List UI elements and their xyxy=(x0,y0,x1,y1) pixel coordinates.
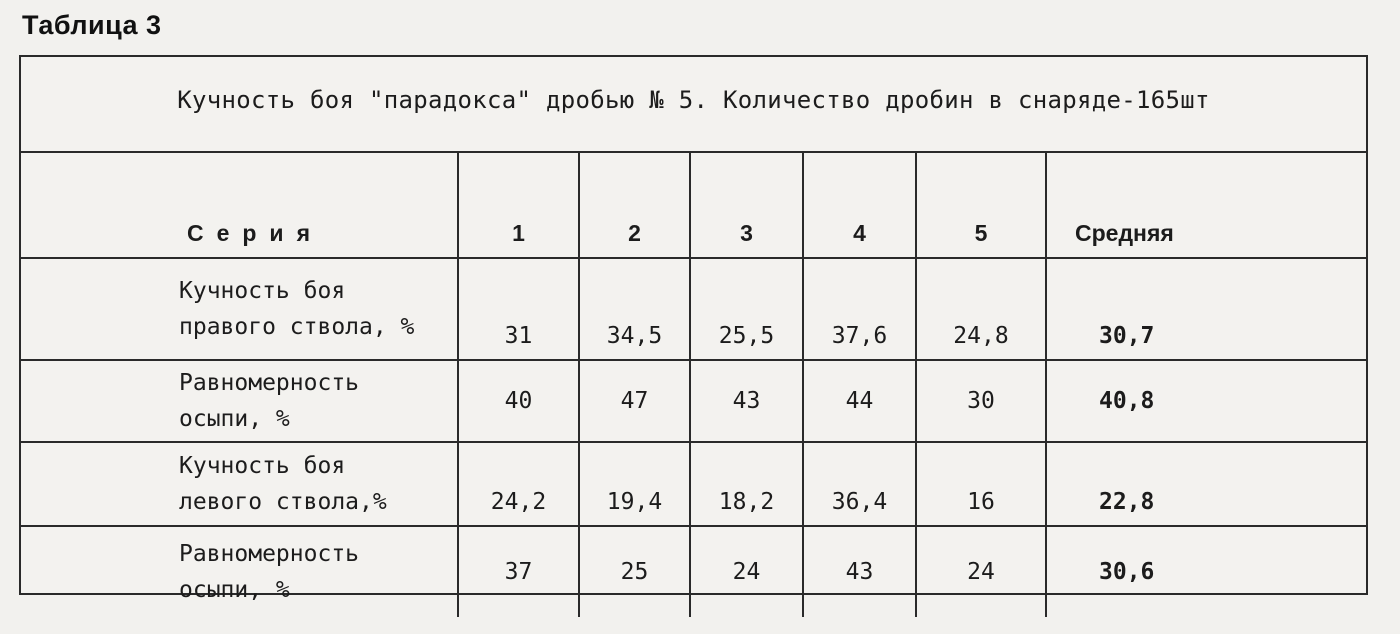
table-cell: 36,4 xyxy=(803,442,916,526)
table-body xyxy=(21,153,1366,617)
table-cell: 24,8 xyxy=(916,258,1046,360)
header-col-3: 3 xyxy=(690,153,803,258)
table-row xyxy=(21,442,1366,526)
table-row xyxy=(21,526,1366,617)
header-col-2: 2 xyxy=(579,153,690,258)
table-cell-average: 30,6 xyxy=(1046,526,1366,617)
table-cell-average: 22,8 xyxy=(1046,442,1366,526)
table-cell: 16 xyxy=(916,442,1046,526)
table-cell: 37 xyxy=(458,526,579,617)
table-header-row xyxy=(21,153,1366,258)
row-label: Равномерность осыпи, % xyxy=(21,526,458,617)
table-cell: 31 xyxy=(458,258,579,360)
row-label: Кучность боя левого ствола,% xyxy=(21,442,458,526)
header-col-1: 1 xyxy=(458,153,579,258)
row-label: Кучность боя правого ствола, % xyxy=(21,258,458,360)
table-cell: 37,6 xyxy=(803,258,916,360)
table-cell: 47 xyxy=(579,360,690,442)
table-cell: 44 xyxy=(803,360,916,442)
header-series: Серия xyxy=(186,220,323,246)
table-cell-average: 30,7 xyxy=(1046,258,1366,360)
table-cell: 24 xyxy=(690,526,803,617)
table-cell: 40 xyxy=(458,360,579,442)
table-cell: 25 xyxy=(579,526,690,617)
table-cell: 43 xyxy=(803,526,916,617)
table-cell: 19,4 xyxy=(579,442,690,526)
table-cell: 18,2 xyxy=(690,442,803,526)
header-col-4: 4 xyxy=(803,153,916,258)
table-cell: 34,5 xyxy=(579,258,690,360)
table-cell: 24 xyxy=(916,526,1046,617)
table-cell: 24,2 xyxy=(458,442,579,526)
page-title: Таблица 3 xyxy=(22,10,162,40)
table-row xyxy=(21,258,1366,360)
table-cell: 25,5 xyxy=(690,258,803,360)
table-cell-average: 40,8 xyxy=(1046,360,1366,442)
table-cell: 43 xyxy=(690,360,803,442)
header-col-average: Средняя xyxy=(1046,153,1366,258)
header-col-5: 5 xyxy=(916,153,1046,258)
row-label: Равномерность осыпи, % xyxy=(21,360,458,442)
table-cell: 30 xyxy=(916,360,1046,442)
table-row xyxy=(21,360,1366,442)
data-table xyxy=(19,55,1368,603)
table-caption: Кучность боя "парадокса" дробью № 5. Количество дробин в снаряде-165шт xyxy=(21,57,1366,153)
